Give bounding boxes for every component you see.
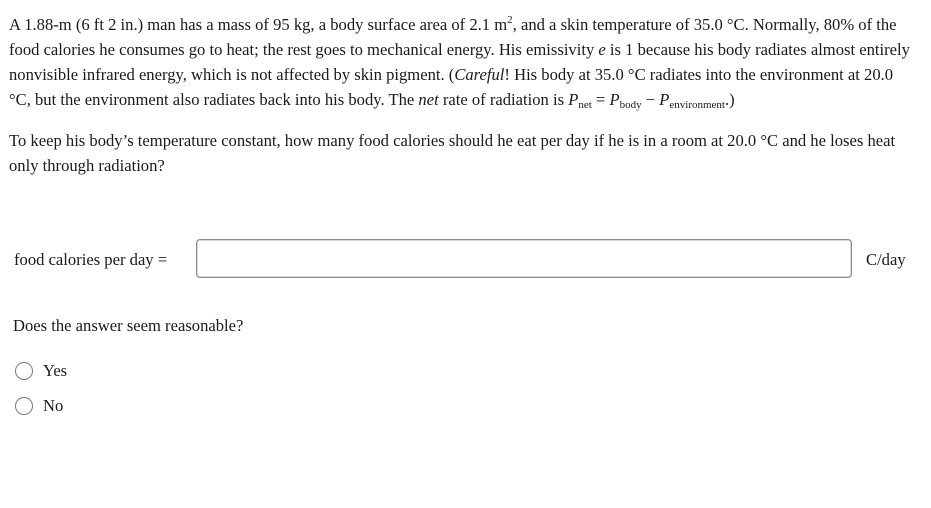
answer-label: food calories per day = bbox=[14, 250, 168, 269]
problem-text: ! His body at 35.0 °C radiates into the environment at 20.0 °C, but the environment also radiates back into his body. The bbox=[9, 65, 894, 109]
equation-operator: − bbox=[641, 90, 660, 109]
emphasis-text: net bbox=[418, 90, 439, 109]
equation-operator: = bbox=[591, 90, 610, 109]
option-yes-label: Yes bbox=[43, 361, 68, 380]
problem-text: rate of radiation is bbox=[438, 90, 569, 109]
problem-paragraph bbox=[9, 8, 914, 118]
equation-end: .) bbox=[724, 90, 735, 109]
emphasis-text: Careful bbox=[454, 65, 505, 84]
equation-symbol: P bbox=[568, 90, 579, 109]
equation-subscript: body bbox=[619, 99, 642, 111]
emissivity-symbol: e bbox=[598, 40, 606, 59]
superscript: 2 bbox=[507, 14, 513, 26]
option-no[interactable] bbox=[15, 394, 67, 418]
equation-subscript: net bbox=[578, 99, 592, 111]
problem-text: is 1 because his body radiates almost entirely nonvisible infrared energy, which is not affected by skin pigment. ( bbox=[9, 40, 910, 84]
equation-symbol: P bbox=[659, 90, 670, 109]
problem-statement bbox=[9, 8, 914, 178]
option-yes[interactable] bbox=[15, 359, 67, 383]
radio-yes[interactable] bbox=[15, 362, 33, 380]
problem-text: A 1.88-m (6 ft 2 in.) man has a mass of 95 kg, a body surface area of 2.1 m bbox=[9, 15, 508, 34]
reasonable-question: Does the answer seem reasonable? bbox=[13, 316, 244, 335]
answer-unit: C/day bbox=[866, 250, 906, 269]
food-calories-input[interactable] bbox=[196, 239, 852, 278]
equation-symbol: P bbox=[609, 90, 620, 109]
problem-text: , and a skin temperature of 35.0 °C. Normally, 80% of the food calories he consumes go to heat; the rest goes to mechanical energy. His emissivity bbox=[9, 15, 897, 59]
answer-row bbox=[13, 239, 918, 282]
equation-subscript: environment bbox=[669, 99, 725, 111]
question-text: To keep his body’s temperature constant, how many food calories should he eat per day if he is in a room at 20.0 °C and he loses heat only through radiation? bbox=[9, 131, 896, 175]
radio-no[interactable] bbox=[15, 397, 33, 415]
option-no-label: No bbox=[43, 396, 64, 415]
reasonable-options bbox=[15, 359, 67, 429]
